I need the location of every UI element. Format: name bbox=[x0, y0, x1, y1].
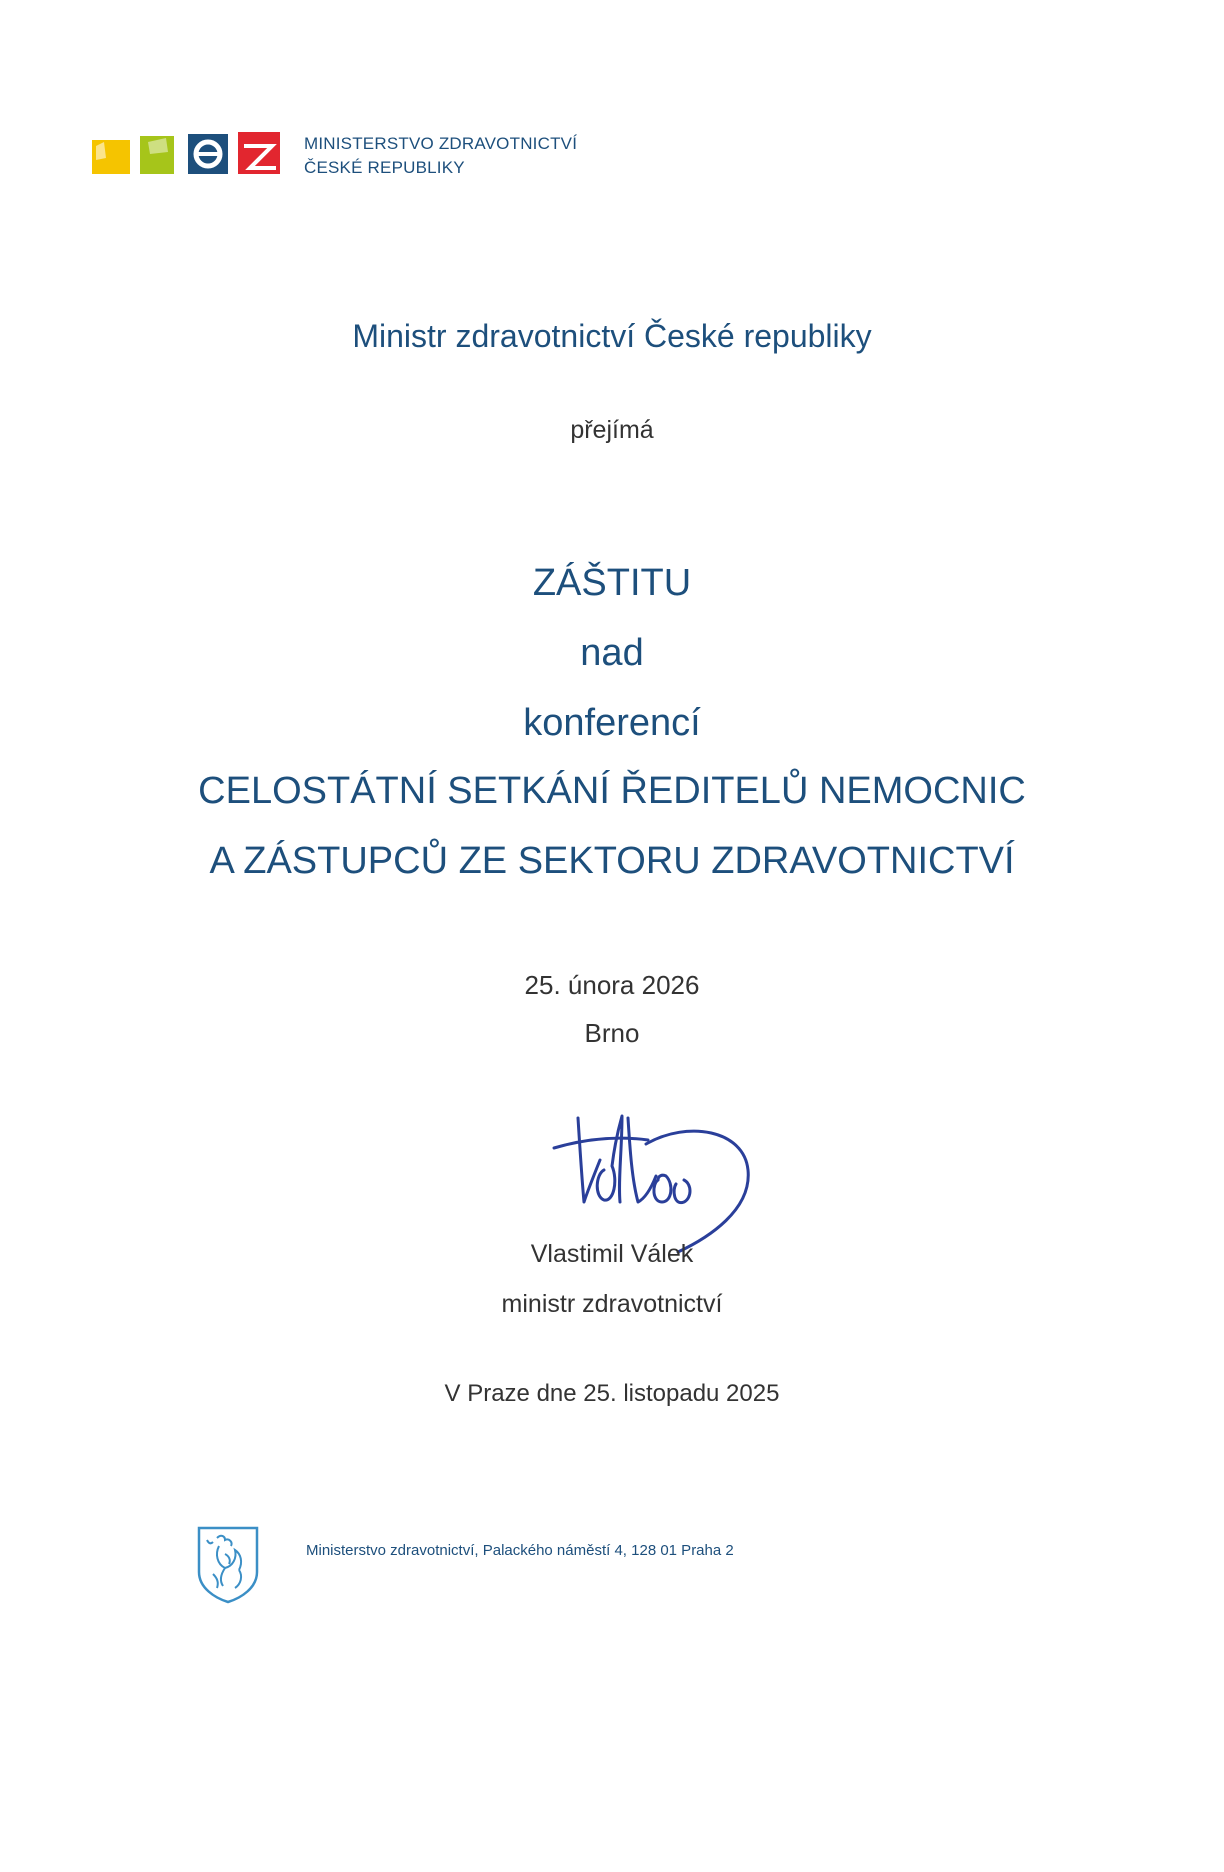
ministry-logo-icon bbox=[92, 132, 282, 178]
handwritten-signature-icon bbox=[548, 1110, 758, 1260]
heading-conference: konferencí bbox=[523, 702, 701, 744]
signer-role: ministr zdravotnictví bbox=[501, 1290, 723, 1318]
heading-patronage: ZÁŠTITU bbox=[532, 562, 692, 604]
event-place: Brno bbox=[584, 1018, 640, 1048]
heading-over: nad bbox=[580, 632, 644, 674]
ministry-name-line1: MINISTERSTVO ZDRAVOTNICTVÍ bbox=[304, 134, 578, 153]
czech-coat-of-arms-icon bbox=[195, 1524, 261, 1604]
ministry-name bbox=[304, 132, 577, 180]
ministry-name-line2: ČESKÉ REPUBLIKY bbox=[304, 158, 465, 177]
event-date: 25. února 2026 bbox=[524, 970, 700, 1000]
accepts-text: přejímá bbox=[570, 416, 654, 444]
issue-place-date: V Praze dne 25. listopadu 2025 bbox=[444, 1380, 780, 1407]
footer-address: Ministerstvo zdravotnictví, Palackého náměstí 4, 128 01 Praha 2 bbox=[306, 1542, 734, 1559]
minister-title: Ministr zdravotnictví České republiky bbox=[352, 318, 872, 354]
conference-name-line2: A ZÁSTUPCŮ ZE SEKTORU ZDRAVOTNICTVÍ bbox=[209, 840, 1015, 882]
conference-name-line1: CELOSTÁTNÍ SETKÁNÍ ŘEDITELŮ NEMOCNIC bbox=[198, 770, 1026, 812]
signer-name: Vlastimil Válek bbox=[530, 1240, 694, 1268]
